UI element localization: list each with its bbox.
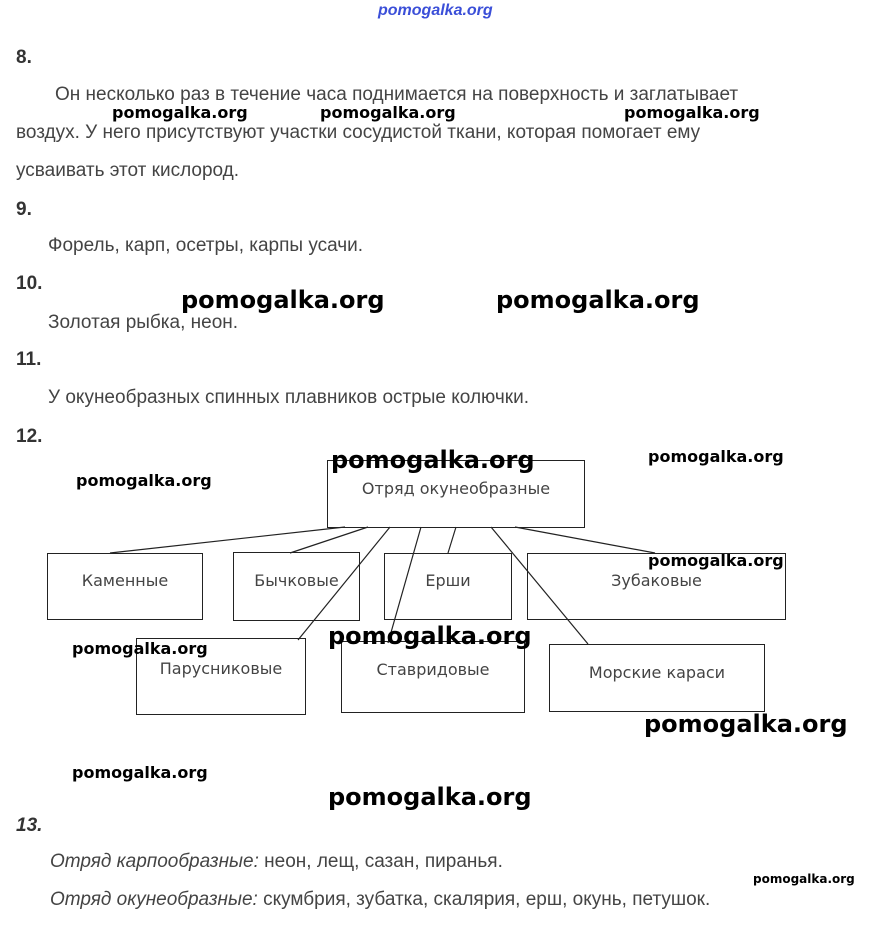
question-number-9: 9. — [16, 199, 32, 220]
answer-8-line-3: усваивать этот кислород. — [16, 160, 240, 181]
question-number-12: 12. — [16, 426, 43, 447]
answer-8-line-1: Он несколько раз в течение часа поднимается на поверхность и заглатывает — [55, 84, 739, 105]
diagram-family-box — [549, 644, 765, 712]
answer-9: Форель, карп, осетры, карпы усачи. — [48, 235, 364, 256]
connector-line — [448, 527, 456, 553]
family-label: Каменные — [81, 571, 169, 590]
watermark: pomogalka.org — [181, 286, 385, 314]
question-number-13: 13. — [16, 815, 43, 836]
watermark: pomogalka.org — [328, 622, 532, 650]
order-members: скумбрия, зубатка, скалярия, ерш, окунь, петушок. — [257, 889, 711, 910]
diagram-family-box — [47, 553, 203, 620]
answer-13-line-2 — [50, 889, 710, 911]
watermark: pomogalka.org — [753, 872, 855, 886]
answer-13-line-1 — [50, 851, 503, 873]
watermark: pomogalka.org — [112, 103, 248, 122]
watermark: pomogalka.org — [76, 471, 212, 490]
diagram-family-box — [233, 552, 360, 621]
watermark: pomogalka.org — [320, 103, 456, 122]
answer-8-line-2: воздух. У него присутствуют участки сосудистой ткани, которая помогает ему — [16, 122, 701, 143]
family-label: Ставридовые — [376, 659, 490, 679]
order-members: неон, лещ, сазан, пиранья. — [258, 851, 503, 872]
question-number-10: 10. — [16, 273, 43, 294]
watermark: pomogalka.org — [624, 103, 760, 122]
watermark: pomogalka.org — [72, 763, 208, 782]
watermark: pomogalka.org — [644, 710, 848, 738]
family-label: Бычковые — [254, 571, 339, 590]
family-label: Парусниковые — [159, 659, 283, 678]
question-number-8: 8. — [16, 47, 32, 68]
diagram-root-label: Отряд окунеобразные — [361, 478, 551, 498]
header-watermark: pomogalka.org — [378, 2, 493, 19]
diagram-family-box — [341, 641, 525, 713]
family-label: Морские караси — [588, 662, 726, 682]
connector-line — [515, 527, 655, 553]
question-number-11: 11. — [16, 349, 42, 370]
watermark: pomogalka.org — [328, 783, 532, 811]
diagram-family-box — [384, 553, 512, 620]
answer-10: Золотая рыбка, неон. — [48, 312, 239, 333]
family-label: Ерши — [425, 571, 471, 590]
watermark: pomogalka.org — [648, 551, 784, 570]
order-label: Отряд карпообразные: — [50, 851, 259, 872]
order-label: Отряд окунеобразные: — [50, 889, 258, 910]
family-label: Зубаковые — [611, 571, 702, 590]
watermark: pomogalka.org — [72, 639, 208, 658]
watermark: pomogalka.org — [496, 286, 700, 314]
connector-line — [290, 527, 368, 553]
watermark: pomogalka.org — [331, 446, 535, 474]
watermark: pomogalka.org — [648, 447, 784, 466]
answer-11: У окунеобразных спинных плавников острые колючки. — [48, 387, 529, 408]
connector-line — [110, 527, 345, 553]
